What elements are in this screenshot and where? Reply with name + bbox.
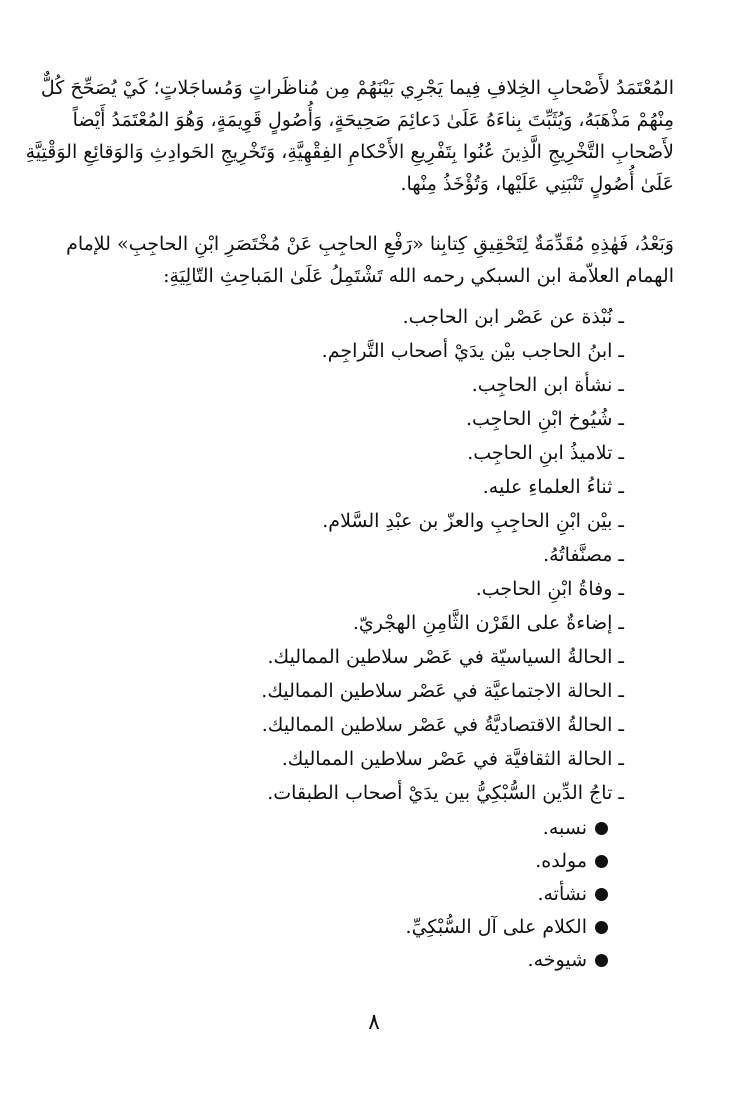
topic-list-item: ـ وفاةُ ابْنِ الحاجب. — [475, 578, 624, 600]
bullet-list-item — [60, 912, 608, 942]
bullet-list-item-label: نشأته. — [537, 883, 587, 905]
bullet-list-item-label: نسبه. — [542, 817, 587, 839]
bullet-list-item — [60, 813, 608, 843]
topic-list-item: ـ الحالةُ السياسيّة في عَصْر سلاطين المماليك. — [267, 646, 624, 668]
paragraph-line: لأَصْحابِ التَّخْرِيجِ الَّذِينَ عُنُوا بِتَفْرِيعِ الأَحْكامِ الفِقْهِيَّةِ، وَتَخْرِيجِ الحَوادِثِ وَالوَقائِعِ الوَقْتِيَّةِ — [25, 141, 674, 163]
topic-list-item: ـ ابنُ الحاجب بيْن يدَيْ أصحاب التَّراجِم. — [321, 340, 624, 362]
topic-list-item: ـ شُيُوخ ابْنِ الحاجِب. — [465, 408, 624, 430]
bullet-dot-icon — [595, 822, 608, 835]
paragraph-line: مِنْهُمْ مَذْهَبَهُ، وَيُثَبِّتَ بِناءَهُ عَلَىٰ دَعائِمَ صَحِيحَةٍ، وَأُصُولٍ قَوِيمَةٍ، وَهُوَ المُعْتَمَدُ أَيْضاً — [72, 109, 674, 131]
bullet-list-item-label: مولده. — [535, 850, 587, 872]
topic-list-item: ـ بيْن ابْنِ الحاجِبِ والعزّ بن عبْدِ السَّلام. — [322, 510, 624, 532]
bullet-list-item-label: الكلام على آل السُّبْكِيِّ. — [405, 916, 587, 938]
bullet-list-item — [60, 945, 608, 975]
bullet-list-item — [60, 879, 608, 909]
paragraph-line: المُعْتَمَدُ لأَصْحابِ الخِلافِ فِيما يَجْرِي بَيْنَهُمْ مِن مُناظَراتٍ وَمُساجَلاتٍ؛ كَيْ يُصَحِّحَ كُلٌّ — [40, 77, 674, 99]
paragraph-line: الهمام العلاّمة ابن السبكي رحمه الله تَشْتَمِلُ عَلَىٰ المَباحِثِ التّالِيَةِ: — [163, 265, 674, 287]
topic-list-item: ـ الحالةُ الاقتصاديَّةُ في عَصْر سلاطين المماليك. — [261, 714, 624, 736]
bullet-list-item — [60, 846, 608, 876]
topic-list-item: ـ مصنَّفاتُهُ. — [543, 544, 624, 566]
bullet-dot-icon — [595, 855, 608, 868]
paragraph-line: عَلَىٰ أُصُولٍ تَنْبَنِي عَلَيْها، وَتُؤْخَذُ مِنْها. — [400, 173, 674, 195]
bullet-dot-icon — [595, 921, 608, 934]
bullet-dot-icon — [595, 954, 608, 967]
bullet-list-item-label: شيوخه. — [527, 949, 587, 971]
topic-list-item: ـ تاجُ الدِّين السُّبْكِيُّ بين يدَيْ أصحاب الطبقات. — [267, 782, 624, 804]
topic-list-item: ـ الحالة الاجتماعيَّة في عَصْر سلاطين المماليك. — [261, 680, 624, 702]
topic-list-item: ـ تلاميذُ ابنِ الحاجِب. — [467, 442, 624, 464]
topic-list-item: ـ نُبْذة عن عَصْر ابن الحاجب. — [402, 306, 624, 328]
page-number: ٨ — [368, 1010, 380, 1035]
topic-list-item: ـ نشأة ابن الحاجِب. — [471, 374, 624, 396]
topic-list-item: ـ ثناءُ العلماءِ عليه. — [482, 476, 624, 498]
bullet-dot-icon — [595, 888, 608, 901]
topic-list-item: ـ إضاءةٌ على القَرْن الثَّامِنِ الهجْريّ. — [352, 612, 624, 634]
paragraph-line: وَبَعْدُ، فَهٰذِهِ مُقَدِّمَةٌ لِتَحْقِيقِ كِتابِنا «رَفْعِ الحاجِبِ عَنْ مُخْتَصَرِ ابْنِ الحاجِبِ» للإمام — [66, 233, 674, 255]
topic-list-item: ـ الحالة الثقافيَّة في عَصْر سلاطين المماليك. — [281, 748, 624, 770]
